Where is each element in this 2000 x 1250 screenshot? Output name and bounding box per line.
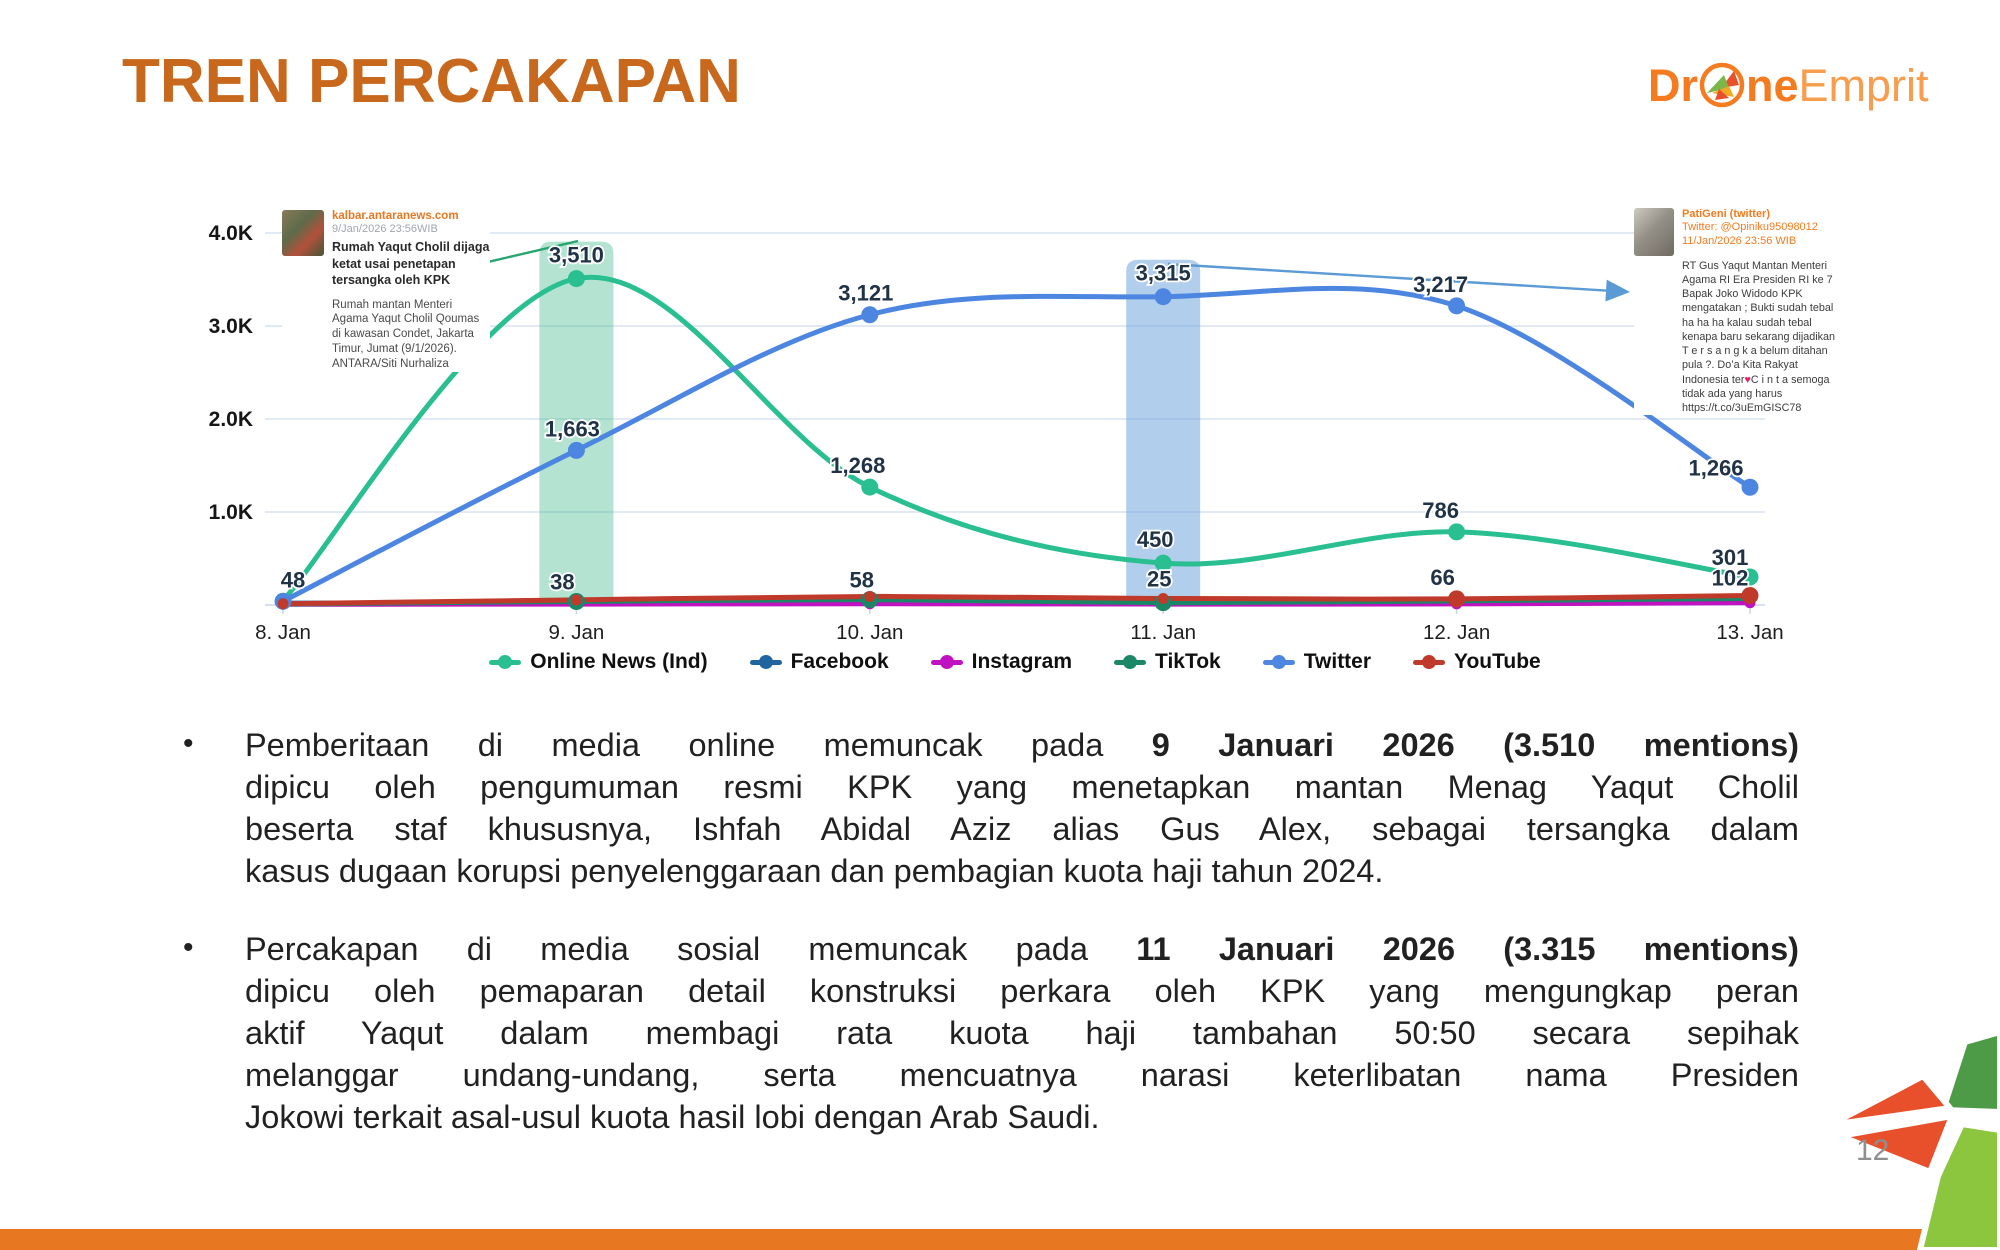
- svg-text:1,268: 1,268: [830, 453, 886, 479]
- svg-text:8. Jan: 8. Jan: [255, 621, 311, 644]
- news-date: 9/Jan/2026 23:56WIB: [332, 223, 438, 235]
- svg-text:786: 786: [1422, 497, 1459, 523]
- news-source: kalbar.antaranews.com: [332, 210, 459, 222]
- svg-text:4.0K: 4.0K: [208, 222, 253, 245]
- news-thumbnail-image: [282, 210, 324, 256]
- bullet-item: [183, 724, 1799, 892]
- droneemprit-logo: [1648, 59, 1929, 111]
- corner-wing-decoration: [1785, 1025, 2000, 1250]
- bottom-accent-bar: [0, 1229, 2000, 1250]
- svg-text:38: 38: [550, 569, 575, 595]
- tweet-annotation-card: [1634, 208, 1840, 415]
- legend-item-tiktok: [1114, 650, 1221, 674]
- bullet-marker: •: [183, 727, 194, 760]
- logo-text-ne: ne: [1746, 59, 1799, 111]
- legend-marker-icon: [1114, 660, 1146, 665]
- svg-text:3.0K: 3.0K: [208, 315, 253, 338]
- svg-text:58: 58: [849, 567, 875, 593]
- page-title: TREN PERCAKAPAN: [122, 47, 741, 116]
- legend-label: Online News (Ind): [530, 650, 708, 673]
- legend-marker-icon: [1413, 660, 1445, 665]
- chart-legend: [265, 650, 1765, 674]
- svg-text:3,315: 3,315: [1135, 260, 1191, 286]
- legend-marker-icon: [489, 660, 521, 665]
- news-body: Rumah mantan Menteri Agama Yaqut Cholil Qoumas di kawasan Condet, Jakarta Timur, Jumat (9/1/2026). ANTARA/Siti Nurhaliza: [332, 298, 480, 371]
- svg-text:66: 66: [1430, 564, 1455, 590]
- svg-text:2.0K: 2.0K: [208, 408, 253, 431]
- logo-text-emprit: Emprit: [1798, 59, 1929, 111]
- svg-text:10. Jan: 10. Jan: [836, 621, 904, 644]
- svg-text:301: 301: [1711, 545, 1749, 571]
- bullet-text: Pemberitaan di media online memuncak pada 9 Januari 2026 (3.510 mentions) dipicu oleh pengumuman resmi KPK yang menetapkan mantan Menag Yaqut Cholil beserta staf khususnya, Ishfah Abidal Aziz alias Gus Alex, sebagai tersangka dalam kasus dugaan korupsi penyelenggaraan dan pembagian kuota haji tahun 2024.: [245, 727, 1799, 889]
- bullet-item: [183, 928, 1799, 1138]
- svg-text:11. Jan: 11. Jan: [1130, 621, 1197, 644]
- svg-text:13. Jan: 13. Jan: [1716, 621, 1784, 644]
- news-annotation-card: [282, 210, 490, 372]
- legend-marker-icon: [750, 660, 782, 665]
- logo-text-dr: Dr: [1648, 59, 1699, 111]
- legend-item-facebook: [750, 650, 889, 674]
- legend-item-twitter: [1263, 650, 1371, 674]
- bullet-text: Percakapan di media sosial memuncak pada 11 Januari 2026 (3.315 mentions) dipicu oleh pemaparan detail konstruksi perkara oleh KPK yang mengungkap peran aktif Yaqut dalam membagi rata kuota haji tambahan 50:50 secara sepihak melanggar undang-undang, serta mencuatnya narasi keterlibatan nama Presiden Jokowi terkait asal-usul kuota hasil lobi dengan Arab Saudi.: [245, 931, 1799, 1135]
- svg-text:450: 450: [1136, 527, 1174, 553]
- legend-label: TikTok: [1155, 650, 1221, 673]
- svg-text:1,663: 1,663: [544, 416, 600, 442]
- legend-item-youtube: [1413, 650, 1541, 674]
- svg-text:1,266: 1,266: [1688, 455, 1744, 481]
- tweet-avatar: [1634, 208, 1674, 256]
- page-number: 12: [1856, 1134, 1890, 1167]
- svg-text:48: 48: [280, 567, 306, 593]
- svg-text:12. Jan: 12. Jan: [1422, 621, 1491, 644]
- svg-text:9. Jan: 9. Jan: [548, 621, 605, 644]
- svg-text:3,510: 3,510: [548, 242, 604, 268]
- tweet-handle: Twitter: @Opiniku95098012: [1682, 221, 1818, 233]
- news-headline: Rumah Yaqut Cholil dijaga ketat usai penetapan tersangka oleh KPK: [332, 240, 490, 287]
- heart-icon: ♥: [1744, 373, 1751, 386]
- svg-text:3,217: 3,217: [1413, 271, 1469, 297]
- legend-label: Twitter: [1303, 650, 1372, 673]
- tweet-body: RT Gus Yaqut Mantan Menteri Agama RI Era Presiden RI ke 7 Bapak Joko Widodo KPK mengatakan ; Bukti sudah tebal ha ha ha kalau sudah tebal kenapa baru sekarang dijadikan T e r s a n g k a belum ditahan pula ?. Do’a Kita Rakyat Indonesia ter♥C i n t a semoga tidak ada yang harus https://t.co/3uEmGISC78: [1682, 259, 1836, 415]
- tweet-author: PatiGeni (twitter): [1682, 208, 1771, 220]
- svg-text:3,121: 3,121: [838, 280, 894, 306]
- svg-text:1.0K: 1.0K: [208, 501, 253, 524]
- legend-item-instagram: [931, 650, 1072, 674]
- legend-marker-icon: [1263, 660, 1295, 665]
- summary-bullets: [183, 724, 1799, 1174]
- svg-text:25: 25: [1146, 566, 1172, 592]
- logo-bird-icon: [1699, 62, 1745, 108]
- legend-label: YouTube: [1454, 650, 1541, 673]
- legend-item-online-news-ind: [489, 650, 707, 674]
- legend-label: Instagram: [971, 650, 1072, 673]
- svg-text:102: 102: [1711, 565, 1749, 591]
- legend-label: Facebook: [790, 650, 889, 673]
- legend-marker-icon: [931, 660, 963, 665]
- tweet-date: 11/Jan/2026 23:56 WIB: [1682, 235, 1797, 248]
- bullet-marker: •: [183, 931, 194, 964]
